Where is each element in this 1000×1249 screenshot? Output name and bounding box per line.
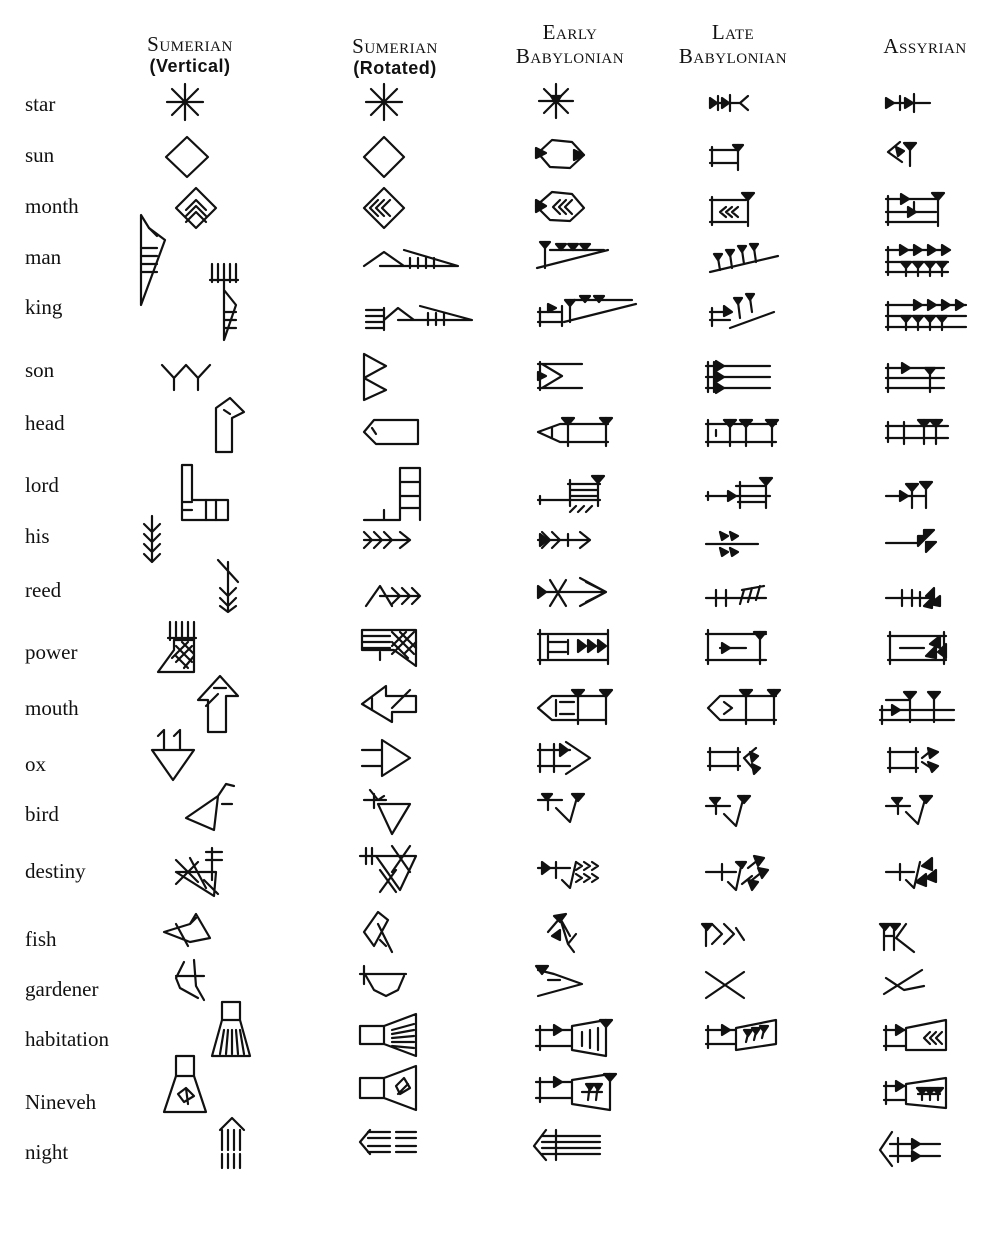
mouth-sumerian-vertical-icon bbox=[198, 676, 238, 732]
bird-sumerian-vertical-icon bbox=[186, 784, 234, 830]
king-sumerian-rotated-icon bbox=[366, 306, 472, 330]
head-early-babylonian-icon bbox=[538, 418, 612, 446]
row-label-reed: reed bbox=[25, 578, 62, 602]
man-early-babylonian-icon bbox=[537, 242, 608, 268]
lord-early-babylonian-icon bbox=[538, 476, 604, 512]
man-late-babylonian-icon bbox=[710, 244, 778, 272]
row-label-lord: lord bbox=[25, 473, 59, 497]
king-sumerian-vertical-icon bbox=[210, 264, 238, 340]
header-subtitle: Babylonian bbox=[678, 44, 788, 69]
mouth-sumerian-rotated-icon bbox=[362, 686, 416, 722]
habitation-sumerian-vertical-icon bbox=[212, 1002, 250, 1056]
bird-sumerian-rotated-icon bbox=[364, 790, 410, 834]
lord-sumerian-vertical-icon bbox=[182, 465, 228, 520]
lord-late-babylonian-icon bbox=[706, 478, 772, 508]
nineveh-sumerian-vertical-icon bbox=[164, 1056, 206, 1112]
power-late-babylonian-icon bbox=[706, 630, 766, 664]
son-late-babylonian-icon bbox=[706, 361, 770, 393]
reed-sumerian-rotated-icon bbox=[366, 586, 420, 606]
row-label-ox: ox bbox=[25, 752, 46, 776]
mouth-assyrian-icon bbox=[880, 692, 954, 724]
row-label-bird: bird bbox=[25, 802, 59, 826]
star-late-babylonian-icon bbox=[710, 95, 748, 111]
reed-assyrian-icon bbox=[886, 588, 940, 608]
sun-sumerian-rotated-icon bbox=[364, 137, 404, 177]
header-title: Late bbox=[711, 20, 755, 44]
his-early-babylonian-icon bbox=[538, 532, 590, 548]
fish-assyrian-icon bbox=[880, 924, 914, 952]
row-label-destiny: destiny bbox=[25, 859, 86, 883]
header-title: Sumerian bbox=[352, 34, 438, 58]
night-sumerian-rotated-icon bbox=[360, 1130, 416, 1154]
fish-late-babylonian-icon bbox=[702, 924, 744, 946]
head-sumerian-rotated-icon bbox=[364, 420, 418, 444]
nineveh-assyrian-icon bbox=[884, 1078, 946, 1108]
king-early-babylonian-icon bbox=[538, 296, 636, 326]
head-sumerian-vertical-icon bbox=[216, 398, 244, 452]
his-sumerian-vertical-icon bbox=[144, 516, 160, 562]
son-sumerian-rotated-icon bbox=[364, 354, 386, 400]
header-title: Assyrian bbox=[883, 34, 967, 58]
his-assyrian-icon bbox=[886, 530, 936, 552]
row-label-head: head bbox=[25, 411, 65, 435]
header-title: Early bbox=[542, 20, 598, 44]
star-assyrian-icon bbox=[886, 94, 930, 112]
reed-early-babylonian-icon bbox=[538, 578, 606, 606]
month-sumerian-vertical-icon bbox=[176, 188, 216, 228]
sun-late-babylonian-icon bbox=[710, 145, 743, 170]
row-label-man: man bbox=[25, 245, 62, 269]
ox-assyrian-icon bbox=[888, 748, 938, 772]
power-assyrian-icon bbox=[888, 632, 946, 664]
row-label-mouth: mouth bbox=[25, 696, 79, 720]
header-title: Sumerian bbox=[147, 32, 233, 56]
night-assyrian-icon bbox=[880, 1132, 940, 1166]
mouth-late-babylonian-icon bbox=[708, 690, 780, 724]
destiny-late-babylonian-icon bbox=[706, 856, 768, 890]
night-early-babylonian-icon bbox=[534, 1130, 600, 1160]
king-assyrian-icon bbox=[886, 300, 966, 330]
bird-early-babylonian-icon bbox=[538, 794, 584, 822]
man-assyrian-icon bbox=[886, 245, 950, 276]
header-subtitle: (Vertical) bbox=[149, 56, 231, 77]
sun-sumerian-vertical-icon bbox=[166, 137, 208, 177]
reed-late-babylonian-icon bbox=[706, 586, 766, 606]
ox-late-babylonian-icon bbox=[708, 748, 760, 774]
lord-assyrian-icon bbox=[886, 482, 932, 508]
power-sumerian-rotated-icon bbox=[362, 630, 416, 666]
sun-early-babylonian-icon bbox=[536, 140, 584, 168]
header-subtitle: (Rotated) bbox=[353, 58, 437, 79]
star-early-babylonian-icon bbox=[539, 84, 573, 118]
destiny-assyrian-icon bbox=[886, 858, 936, 888]
habitation-late-babylonian-icon bbox=[706, 1020, 776, 1050]
gardener-assyrian-icon bbox=[884, 970, 924, 994]
son-sumerian-vertical-icon bbox=[162, 365, 210, 390]
row-label-nineveh: Nineveh bbox=[25, 1090, 97, 1114]
nineveh-early-babylonian-icon bbox=[536, 1074, 616, 1110]
ox-sumerian-rotated-icon bbox=[362, 740, 410, 776]
habitation-sumerian-rotated-icon bbox=[360, 1014, 416, 1056]
reed-sumerian-vertical-icon bbox=[218, 560, 238, 612]
header-subtitle: Babylonian bbox=[515, 44, 625, 69]
row-label-sun: sun bbox=[25, 143, 55, 167]
month-sumerian-rotated-icon bbox=[364, 188, 404, 228]
month-late-babylonian-icon bbox=[710, 193, 754, 226]
power-sumerian-vertical-icon bbox=[158, 622, 196, 672]
power-early-babylonian-icon bbox=[538, 630, 608, 664]
sun-assyrian-icon bbox=[888, 142, 916, 166]
row-label-power: power bbox=[25, 640, 78, 664]
star-sumerian-vertical-icon bbox=[167, 84, 203, 120]
row-label-month: month bbox=[25, 194, 79, 218]
star-sumerian-rotated-icon bbox=[366, 84, 402, 120]
month-early-babylonian-icon bbox=[536, 192, 584, 221]
fish-sumerian-rotated-icon bbox=[364, 912, 392, 952]
bird-assyrian-icon bbox=[886, 796, 932, 824]
man-sumerian-vertical-icon bbox=[141, 215, 165, 305]
habitation-assyrian-icon bbox=[884, 1020, 946, 1050]
his-sumerian-rotated-icon bbox=[364, 532, 410, 548]
destiny-early-babylonian-icon bbox=[538, 862, 598, 888]
nineveh-sumerian-rotated-icon bbox=[360, 1066, 416, 1110]
night-sumerian-vertical-icon bbox=[220, 1118, 244, 1168]
row-label-fish: fish bbox=[25, 927, 57, 951]
row-label-son: son bbox=[25, 358, 55, 382]
lord-sumerian-rotated-icon bbox=[364, 468, 420, 520]
son-early-babylonian-icon bbox=[538, 362, 582, 390]
man-sumerian-rotated-icon bbox=[364, 250, 458, 268]
row-label-his: his bbox=[25, 524, 50, 548]
fish-sumerian-vertical-icon bbox=[164, 914, 210, 946]
head-late-babylonian-icon bbox=[706, 420, 778, 446]
ox-early-babylonian-icon bbox=[538, 742, 590, 774]
bird-late-babylonian-icon bbox=[706, 796, 750, 826]
destiny-sumerian-vertical-icon bbox=[176, 848, 222, 896]
month-assyrian-icon bbox=[886, 193, 944, 226]
ox-sumerian-vertical-icon bbox=[152, 730, 194, 780]
mouth-early-babylonian-icon bbox=[538, 690, 612, 724]
son-assyrian-icon bbox=[886, 363, 944, 392]
gardener-sumerian-vertical-icon bbox=[176, 960, 204, 1000]
row-label-night: night bbox=[25, 1140, 69, 1164]
row-label-habitation: habitation bbox=[25, 1027, 109, 1051]
row-label-king: king bbox=[25, 295, 63, 319]
habitation-early-babylonian-icon bbox=[536, 1020, 612, 1056]
king-late-babylonian-icon bbox=[710, 294, 774, 328]
row-label-gardener: gardener bbox=[25, 977, 99, 1001]
row-label-star: star bbox=[25, 92, 56, 116]
gardener-sumerian-rotated-icon bbox=[360, 966, 406, 996]
fish-early-babylonian-icon bbox=[548, 914, 576, 952]
destiny-sumerian-rotated-icon bbox=[360, 846, 416, 892]
head-assyrian-icon bbox=[886, 420, 948, 444]
gardener-late-babylonian-icon bbox=[706, 972, 744, 998]
his-late-babylonian-icon bbox=[706, 532, 758, 556]
gardener-early-babylonian-icon bbox=[536, 966, 582, 996]
